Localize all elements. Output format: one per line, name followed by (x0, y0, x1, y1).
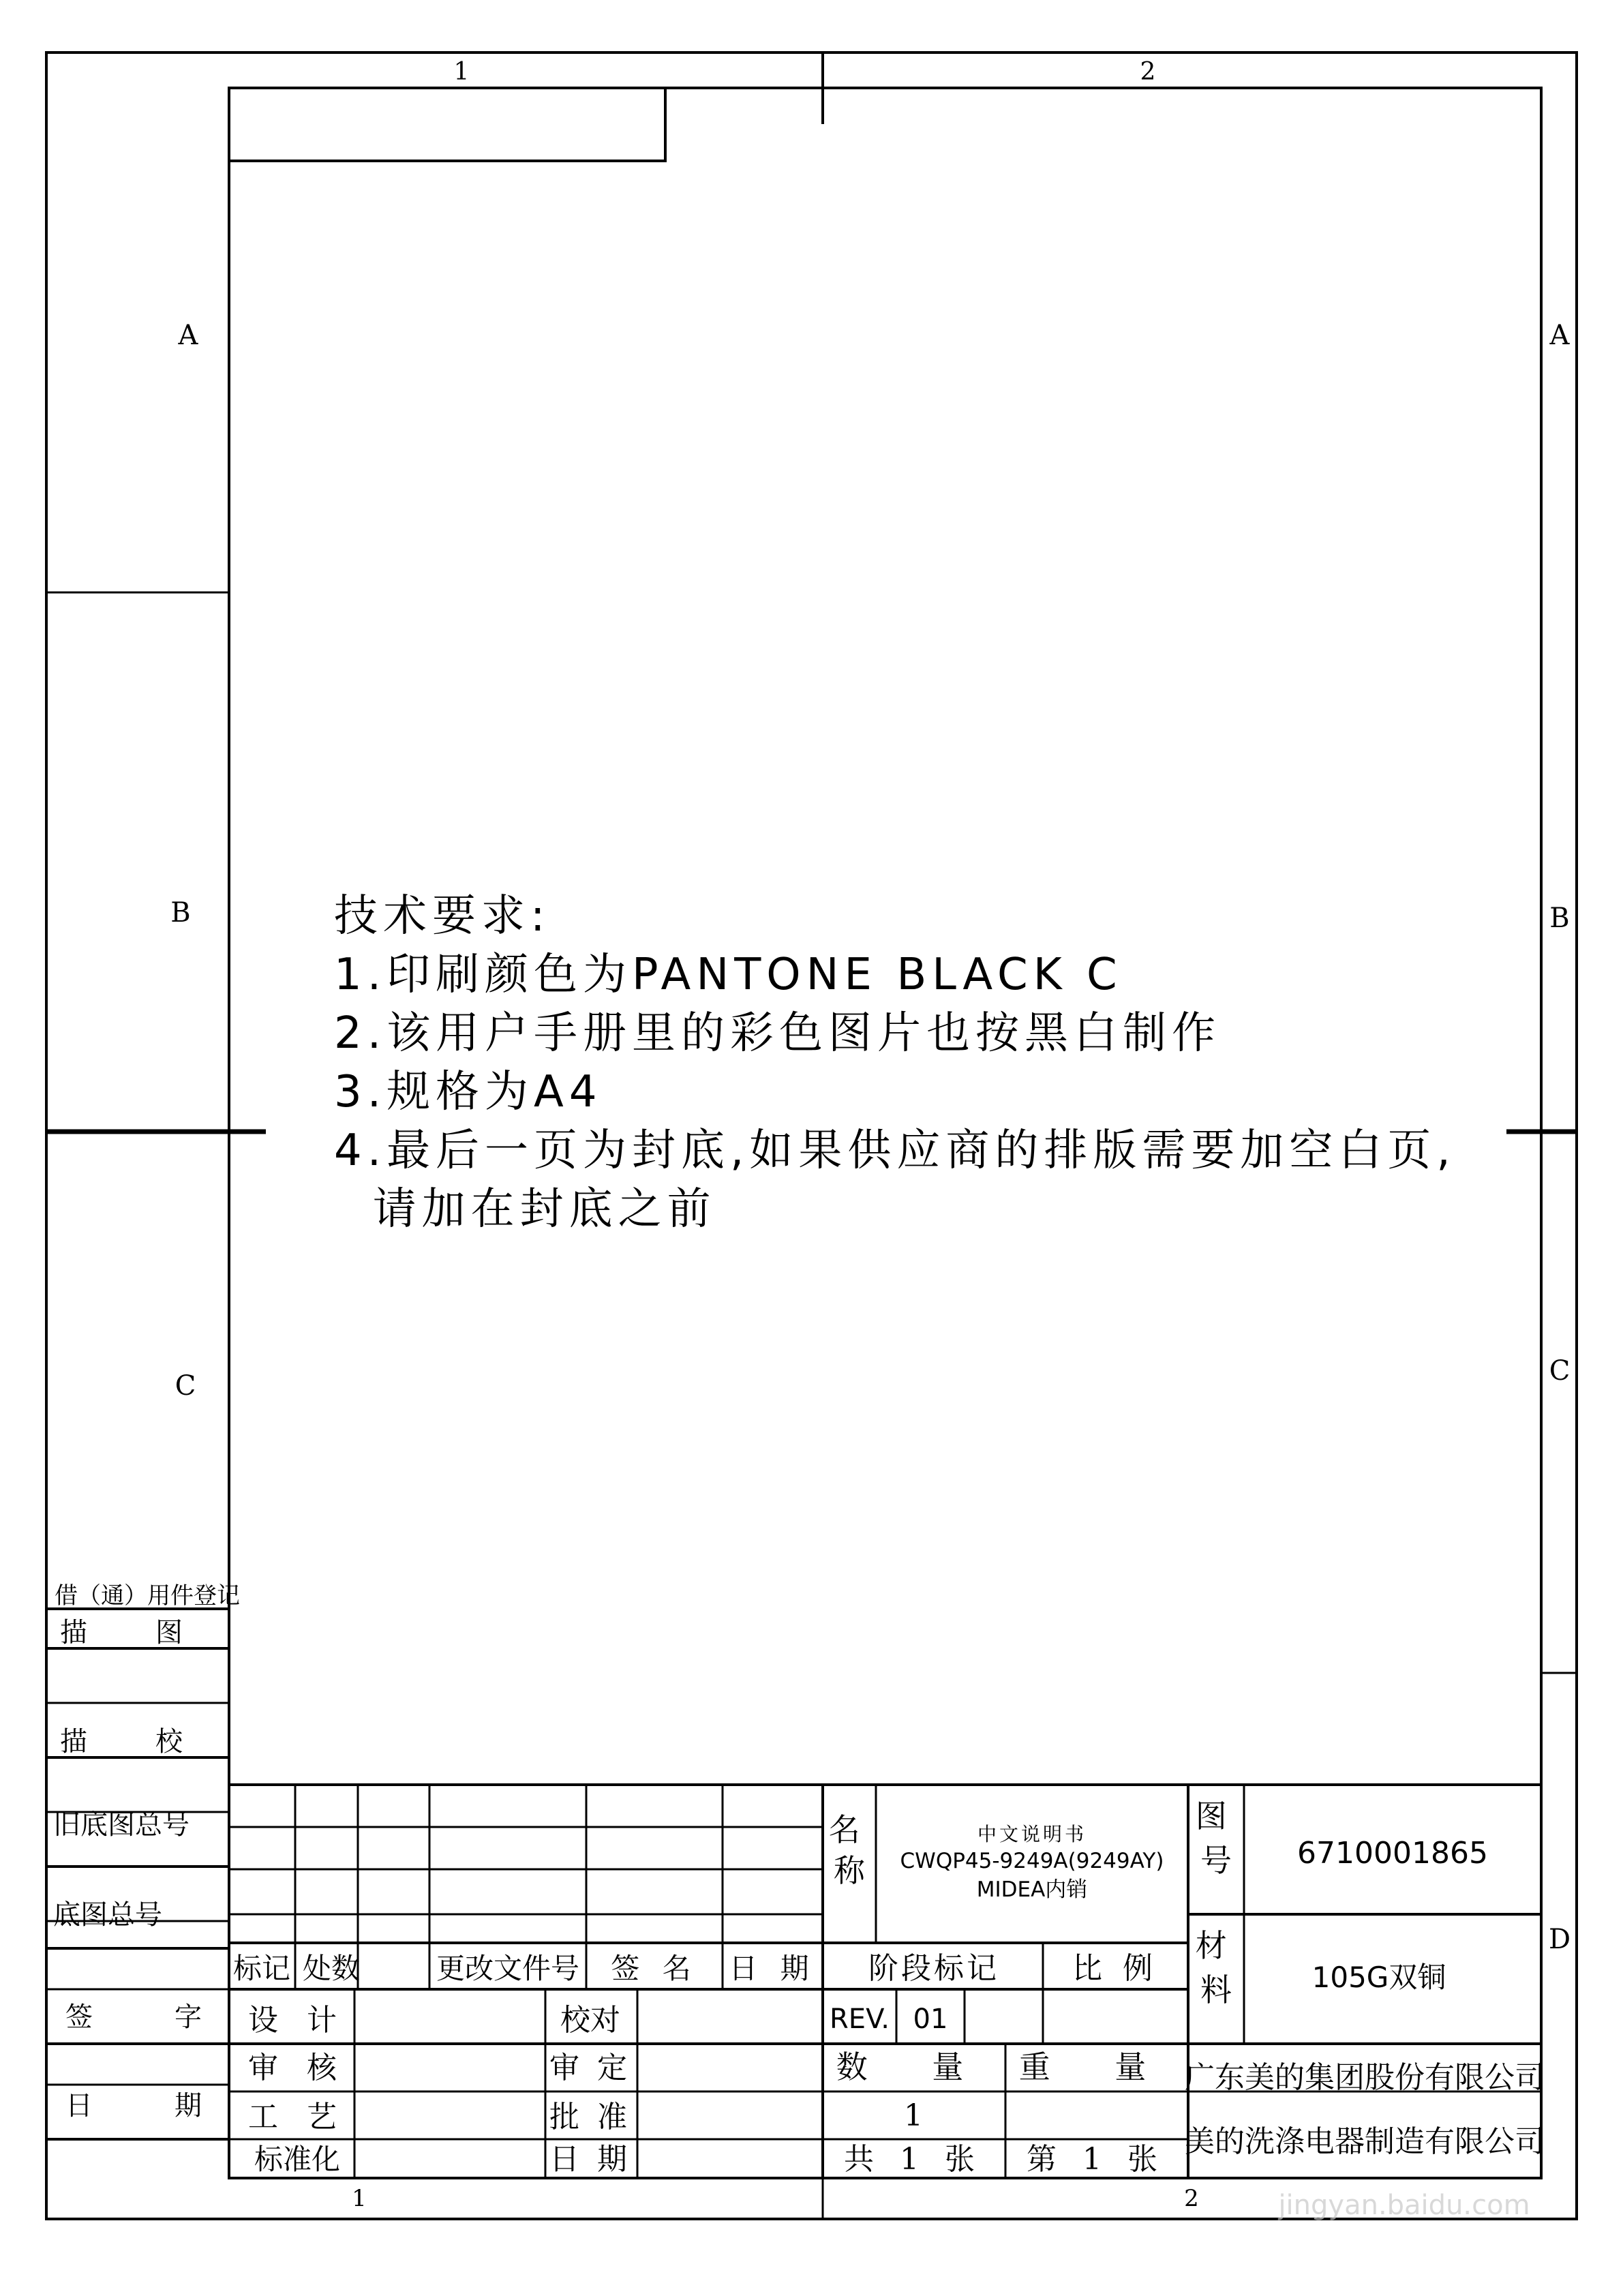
rev-value: 01 (913, 2004, 948, 2035)
zone-label-left-B: B (170, 897, 191, 928)
zone-label-left-C: C (175, 1370, 196, 1402)
name-label (829, 1811, 870, 1889)
name-label-char-1: 名 (828, 1811, 860, 1848)
date-label: 日 期 (65, 2090, 229, 2121)
name-line-1: 中文说明书 (977, 1823, 1087, 1845)
rev-col-date: 日 期 (729, 1952, 816, 1985)
rev-col-sign: 签 名 (611, 1952, 698, 1985)
weight-label: 重 量 (1018, 2049, 1174, 2085)
design-label: 设 计 (248, 2003, 346, 2038)
name-label-char-2: 称 (834, 1852, 865, 1889)
material-label (1196, 1927, 1237, 2008)
review-label: 审 核 (248, 2051, 346, 2085)
rev-col-count: 处数 (302, 1952, 361, 1985)
requirements-heading: 技术要求: (334, 891, 551, 941)
proofread-label: 校对 (560, 2003, 620, 2038)
process-label: 工 艺 (248, 2100, 346, 2134)
rev-col-mark: 标记 (232, 1952, 291, 1985)
sheet-number: 第 1 张 (1027, 2142, 1166, 2177)
zone-label-right-D: D (1548, 1924, 1571, 1955)
stage-mark-label: 阶段标记 (868, 1951, 999, 1986)
quantity-value: 1 (904, 2098, 923, 2133)
requirement-item-4-continued: 请加在封底之前 (334, 1184, 716, 1235)
drawn-by-label: 描 图 (60, 1617, 203, 1648)
traced-check-label: 描 校 (60, 1726, 203, 1757)
requirement-item-4: 4.最后一页为封底,如果供应商的排版需要加空白页, (334, 1126, 1456, 1176)
standardization-label: 标准化 (254, 2143, 341, 2176)
zone-label-top-2: 2 (1140, 58, 1156, 86)
approval-date-label: 日 期 (549, 2142, 631, 2177)
zone-label-right-C: C (1549, 1355, 1571, 1387)
top-left-box (229, 88, 665, 161)
drawing-no-label (1196, 1798, 1237, 1879)
drawing-no-label-char-1: 图 (1195, 1798, 1227, 1834)
watermark: jingyan.baidu.com (1278, 2190, 1530, 2221)
approve-review-label: 审 定 (549, 2051, 631, 2085)
material-label-char-1: 材 (1195, 1927, 1227, 1964)
requirement-item-1: 1.印刷颜色为PANTONE BLACK C (334, 950, 1123, 1000)
zone-label-left-A: A (178, 320, 198, 351)
zone-label-top-1: 1 (453, 58, 470, 86)
name-line-2: CWQP45-9249A(9249AY) (900, 1849, 1164, 1873)
master-no-label: 底图总号 (53, 1899, 162, 1931)
rev-col-doc-no: 更改文件号 (436, 1952, 580, 1985)
zone-label-right-A: A (1549, 320, 1570, 351)
zone-label-bottom-1: 1 (352, 2185, 367, 2212)
borrow-register-label: 借（通）用件登记 (55, 1582, 240, 1610)
quantity-label: 数 量 (836, 2049, 991, 2085)
rev-label: REV. (830, 2004, 890, 2035)
old-master-no-label: 旧底图总号 (53, 1809, 189, 1841)
zone-label-bottom-2: 2 (1184, 2185, 1199, 2212)
company-name-1: 广东美的集团股份有限公司 (1185, 2060, 1545, 2095)
zone-label-right-B: B (1549, 903, 1570, 934)
requirement-item-3: 3.规格为A4 (334, 1067, 603, 1117)
material-label-char-2: 料 (1200, 1972, 1232, 2008)
drawing-number: 6710001865 (1297, 1836, 1488, 1871)
scale-label: 比 例 (1072, 1951, 1158, 1986)
approve-label: 批 准 (549, 2100, 631, 2134)
sheets-total: 共 1 张 (844, 2142, 983, 2177)
material-value: 105G双铜 (1311, 1961, 1446, 1994)
requirement-item-2: 2.该用户手册里的彩色图片也按黑白制作 (334, 1008, 1222, 1059)
drawing-no-label-char-2: 号 (1200, 1842, 1232, 1879)
name-line-3: MIDEA内销 (976, 1877, 1088, 1902)
side-register-column (46, 1609, 229, 2139)
signature-label: 签 字 (65, 2002, 229, 2033)
company-name-2: 美的洗涤电器制造有限公司 (1185, 2124, 1545, 2159)
